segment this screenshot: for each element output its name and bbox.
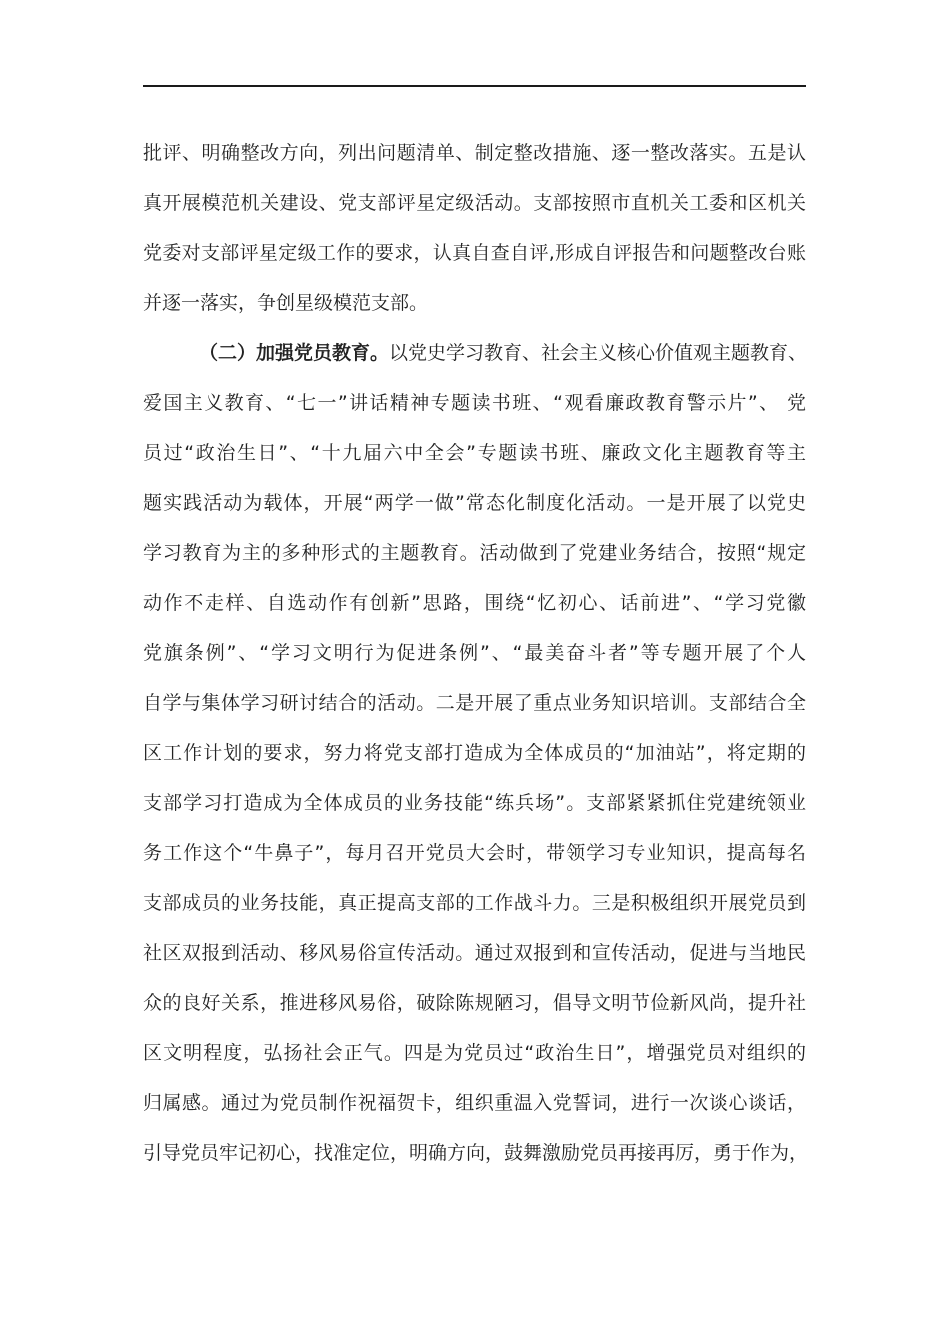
paragraph-1 <box>143 128 806 328</box>
text-line: 务工作这个“牛鼻子”，每月召开党员大会时，带领学习专业知识，提高每名 <box>143 842 806 864</box>
text-line: 真开展模范机关建设、党支部评星定级活动。支部按照市直机关工委和区机关 <box>143 192 806 214</box>
text-line: 区文明程度，弘扬社会正气。四是为党员过“政治生日”，增强党员对组织的 <box>143 1042 806 1064</box>
text-line: 并逐一落实，争创星级模范支部。 <box>143 292 429 314</box>
paragraph-2-first-line <box>143 328 806 378</box>
text-line: 区工作计划的要求，努力将党支部打造成为全体成员的“加油站”，将定期的 <box>143 742 806 764</box>
text-line: 社区双报到活动、移风易俗宣传活动。通过双报到和宣传活动，促进与当地民 <box>143 942 806 964</box>
text-line: 学习教育为主的多种形式的主题教育。活动做到了党建业务结合，按照“规定 <box>143 542 806 564</box>
section-heading: （二）加强党员教育。 <box>199 342 390 364</box>
text-line: 动作不走样、自选动作有创新”思路，围绕“忆初心、话前进”、“学习党徽 <box>143 592 806 614</box>
text-line: 支部学习打造成为全体成员的业务技能“练兵场”。支部紧紧抓住党建统领业 <box>143 792 806 814</box>
paragraph-2 <box>143 328 809 1178</box>
text-line: 引导党员牢记初心，找准定位，明确方向，鼓舞激励党员再接再厉，勇于作为， <box>143 1142 809 1164</box>
text-line: 党委对支部评星定级工作的要求，认真自查自评,形成自评报告和问题整改台账 <box>143 242 806 264</box>
text-line: 众的良好关系，推进移风易俗，破除陈规陋习，倡导文明节俭新风尚，提升社 <box>143 992 806 1014</box>
text-line: 批评、明确整改方向，列出问题清单、制定整改措施、逐一整改落实。五是认 <box>143 142 806 164</box>
document-body <box>143 128 809 1178</box>
text-line: 自学与集体学习研讨结合的活动。二是开展了重点业务知识培训。支部结合全 <box>143 692 806 714</box>
text-line: 归属感。通过为党员制作祝福贺卡，组织重温入党誓词，进行一次谈心谈话， <box>143 1092 806 1114</box>
text-line: 支部成员的业务技能，真正提高支部的工作战斗力。三是积极组织开展党员到 <box>143 892 806 914</box>
text-line: 员过“政治生日”、“十九届六中全会”专题读书班、廉政文化主题教育等主 <box>143 442 806 464</box>
text-line: 爱国主义教育、“七一”讲话精神专题读书班、“观看廉政教育警示片”、 党 <box>143 392 806 414</box>
header-rule <box>143 85 806 87</box>
text-span: 以党史学习教育、社会主义核心价值观主题教育、 <box>389 342 808 364</box>
text-line: 题实践活动为载体，开展“两学一做”常态化制度化活动。一是开展了以党史 <box>143 492 806 514</box>
text-line: 党旗条例”、“学习文明行为促进条例”、“最美奋斗者”等专题开展了个人 <box>143 642 806 664</box>
